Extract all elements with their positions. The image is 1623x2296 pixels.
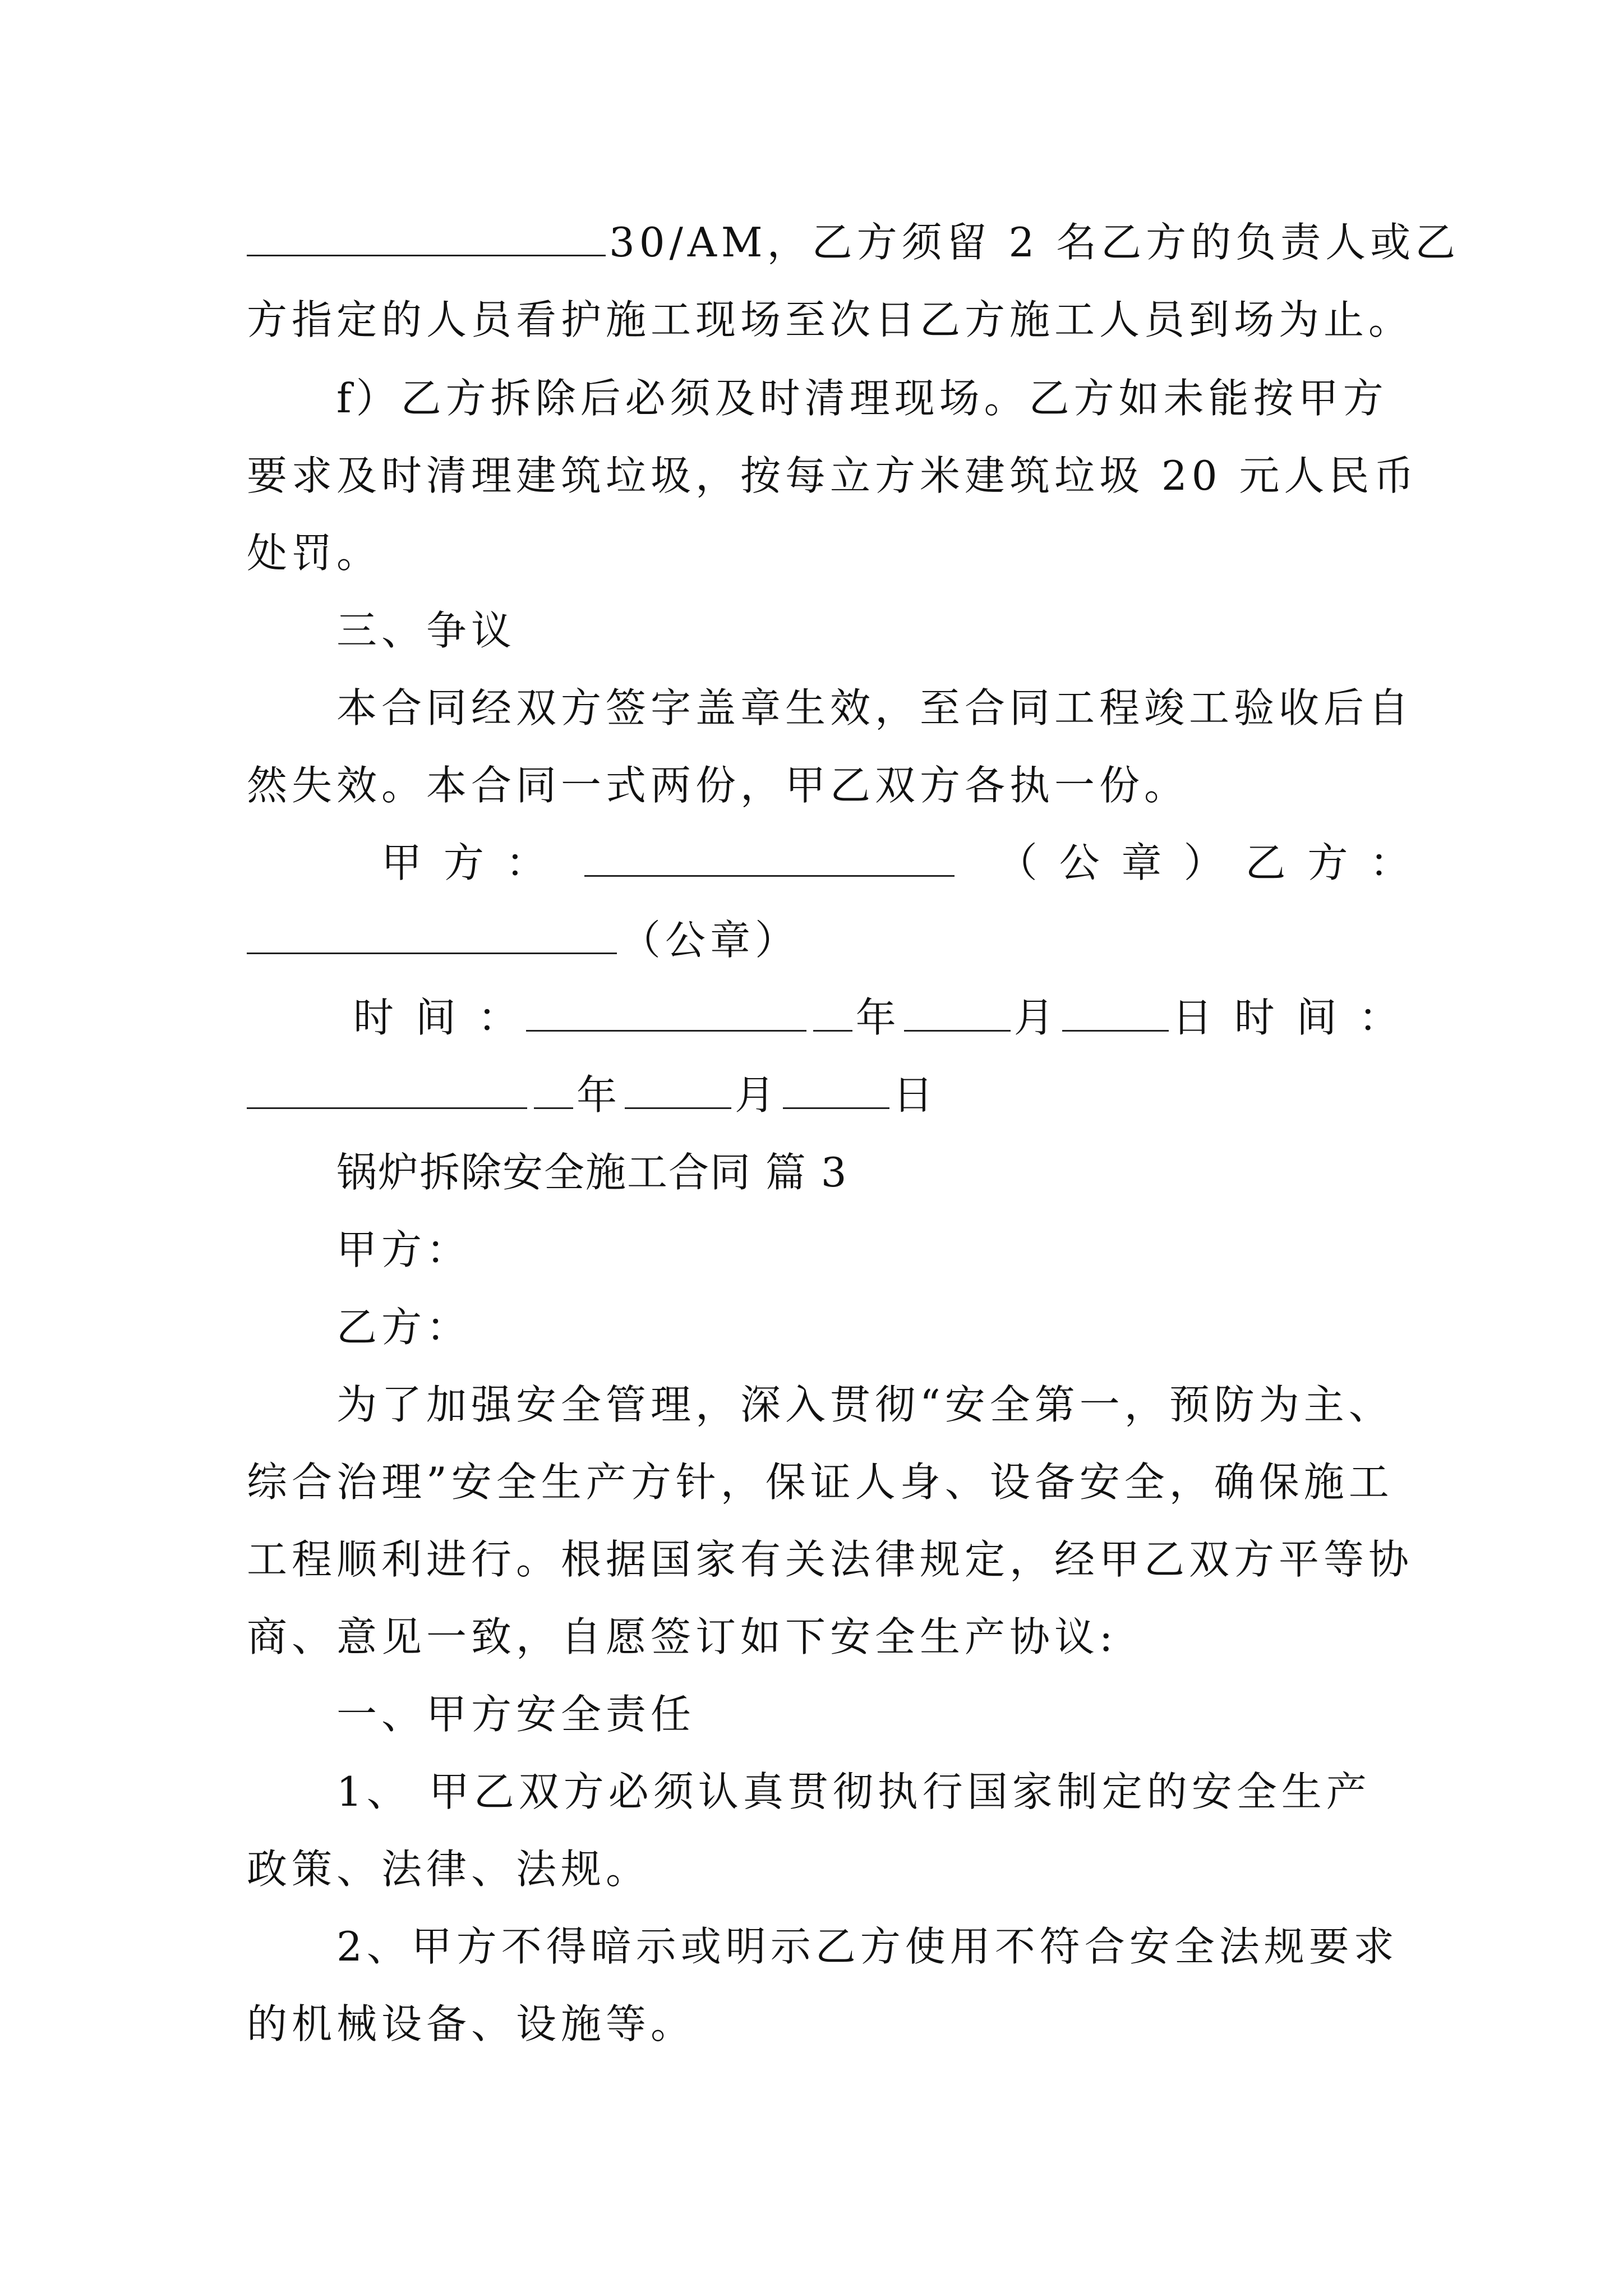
seal-label: （公章） [620,917,800,964]
date-blank [625,1067,731,1109]
seal-label: （ 公 章 ） [997,839,1229,886]
text-line: 方指定的人员看护施工现场至次日乙方施工人员到场为止。 [247,296,1414,343]
line-text: 30/AM，乙方须留 2 名乙方的负责人或乙 [609,219,1460,266]
party-b-blank [247,912,617,954]
date-blank [1062,990,1169,1032]
year-label: 年 [855,994,901,1041]
text-line: f）乙方拆除后必须及时清理现场。乙方如未能按甲方 [336,375,1388,422]
party-a-blank [584,835,955,877]
text-line: 然失效。本合同一式两份，甲乙双方各执一份。 [247,762,1189,809]
day-time-label: 日 时 间 ： [1172,994,1404,1041]
text-line: 的机械设备、设施等。 [247,2000,696,2047]
month-label: 月 [1013,994,1059,1041]
text-line [247,203,1460,282]
section-heading: 一、甲方安全责任 [336,1691,696,1738]
date-blank [247,1067,527,1109]
party-b-field: 乙方： [336,1304,472,1351]
party-a-label: 甲 方 ： [381,839,551,886]
text-line: 本合同经双方签字盖章生效，至合同工程竣工验收后自 [336,684,1414,731]
signature-line [247,901,1396,979]
month-label: 月 [735,1071,780,1119]
date-line [353,978,1503,1057]
time-label: 时 间 ： [353,994,523,1041]
date-blank [904,990,1011,1032]
date-blank [526,990,806,1032]
blank-underline [247,214,606,256]
section-heading: 三、争议 [336,607,517,654]
text-line: 政策、法律、法规。 [247,1846,651,1893]
day-label: 日 [893,1071,938,1119]
year-label: 年 [577,1071,622,1119]
text-line: 为了加强安全管理，深入贯彻“安全第一，预防为主、 [336,1381,1394,1428]
date-blank [534,1067,573,1109]
text-line: 要求及时清理建筑垃圾，按每立方米建筑垃圾 20 元人民币 [247,452,1419,499]
party-b-label: 乙 方 ： [1245,839,1415,886]
signature-line [381,823,1531,902]
date-blank [783,1067,889,1109]
text-line: 1、 甲乙双方必须认真贯彻执行国家制定的安全生产 [336,1768,1371,1815]
article-title: 锅炉拆除安全施工合同 篇 3 [336,1149,848,1196]
text-line: 商、意见一致，自愿签订如下安全生产协议: [247,1613,1118,1660]
party-a-field: 甲方： [336,1226,472,1273]
text-line: 处罚。 [247,530,382,577]
text-line: 2、甲方不得暗示或明示乙方使用不符合安全法规要求 [336,1923,1399,1970]
text-line: 综合治理”安全生产方针，保证人身、设备安全，确保施工 [247,1458,1394,1506]
date-line [247,1056,1396,1134]
text-line: 工程顺利进行。根据国家有关法律规定，经甲乙双方平等协 [247,1536,1414,1583]
date-blank [813,990,852,1032]
